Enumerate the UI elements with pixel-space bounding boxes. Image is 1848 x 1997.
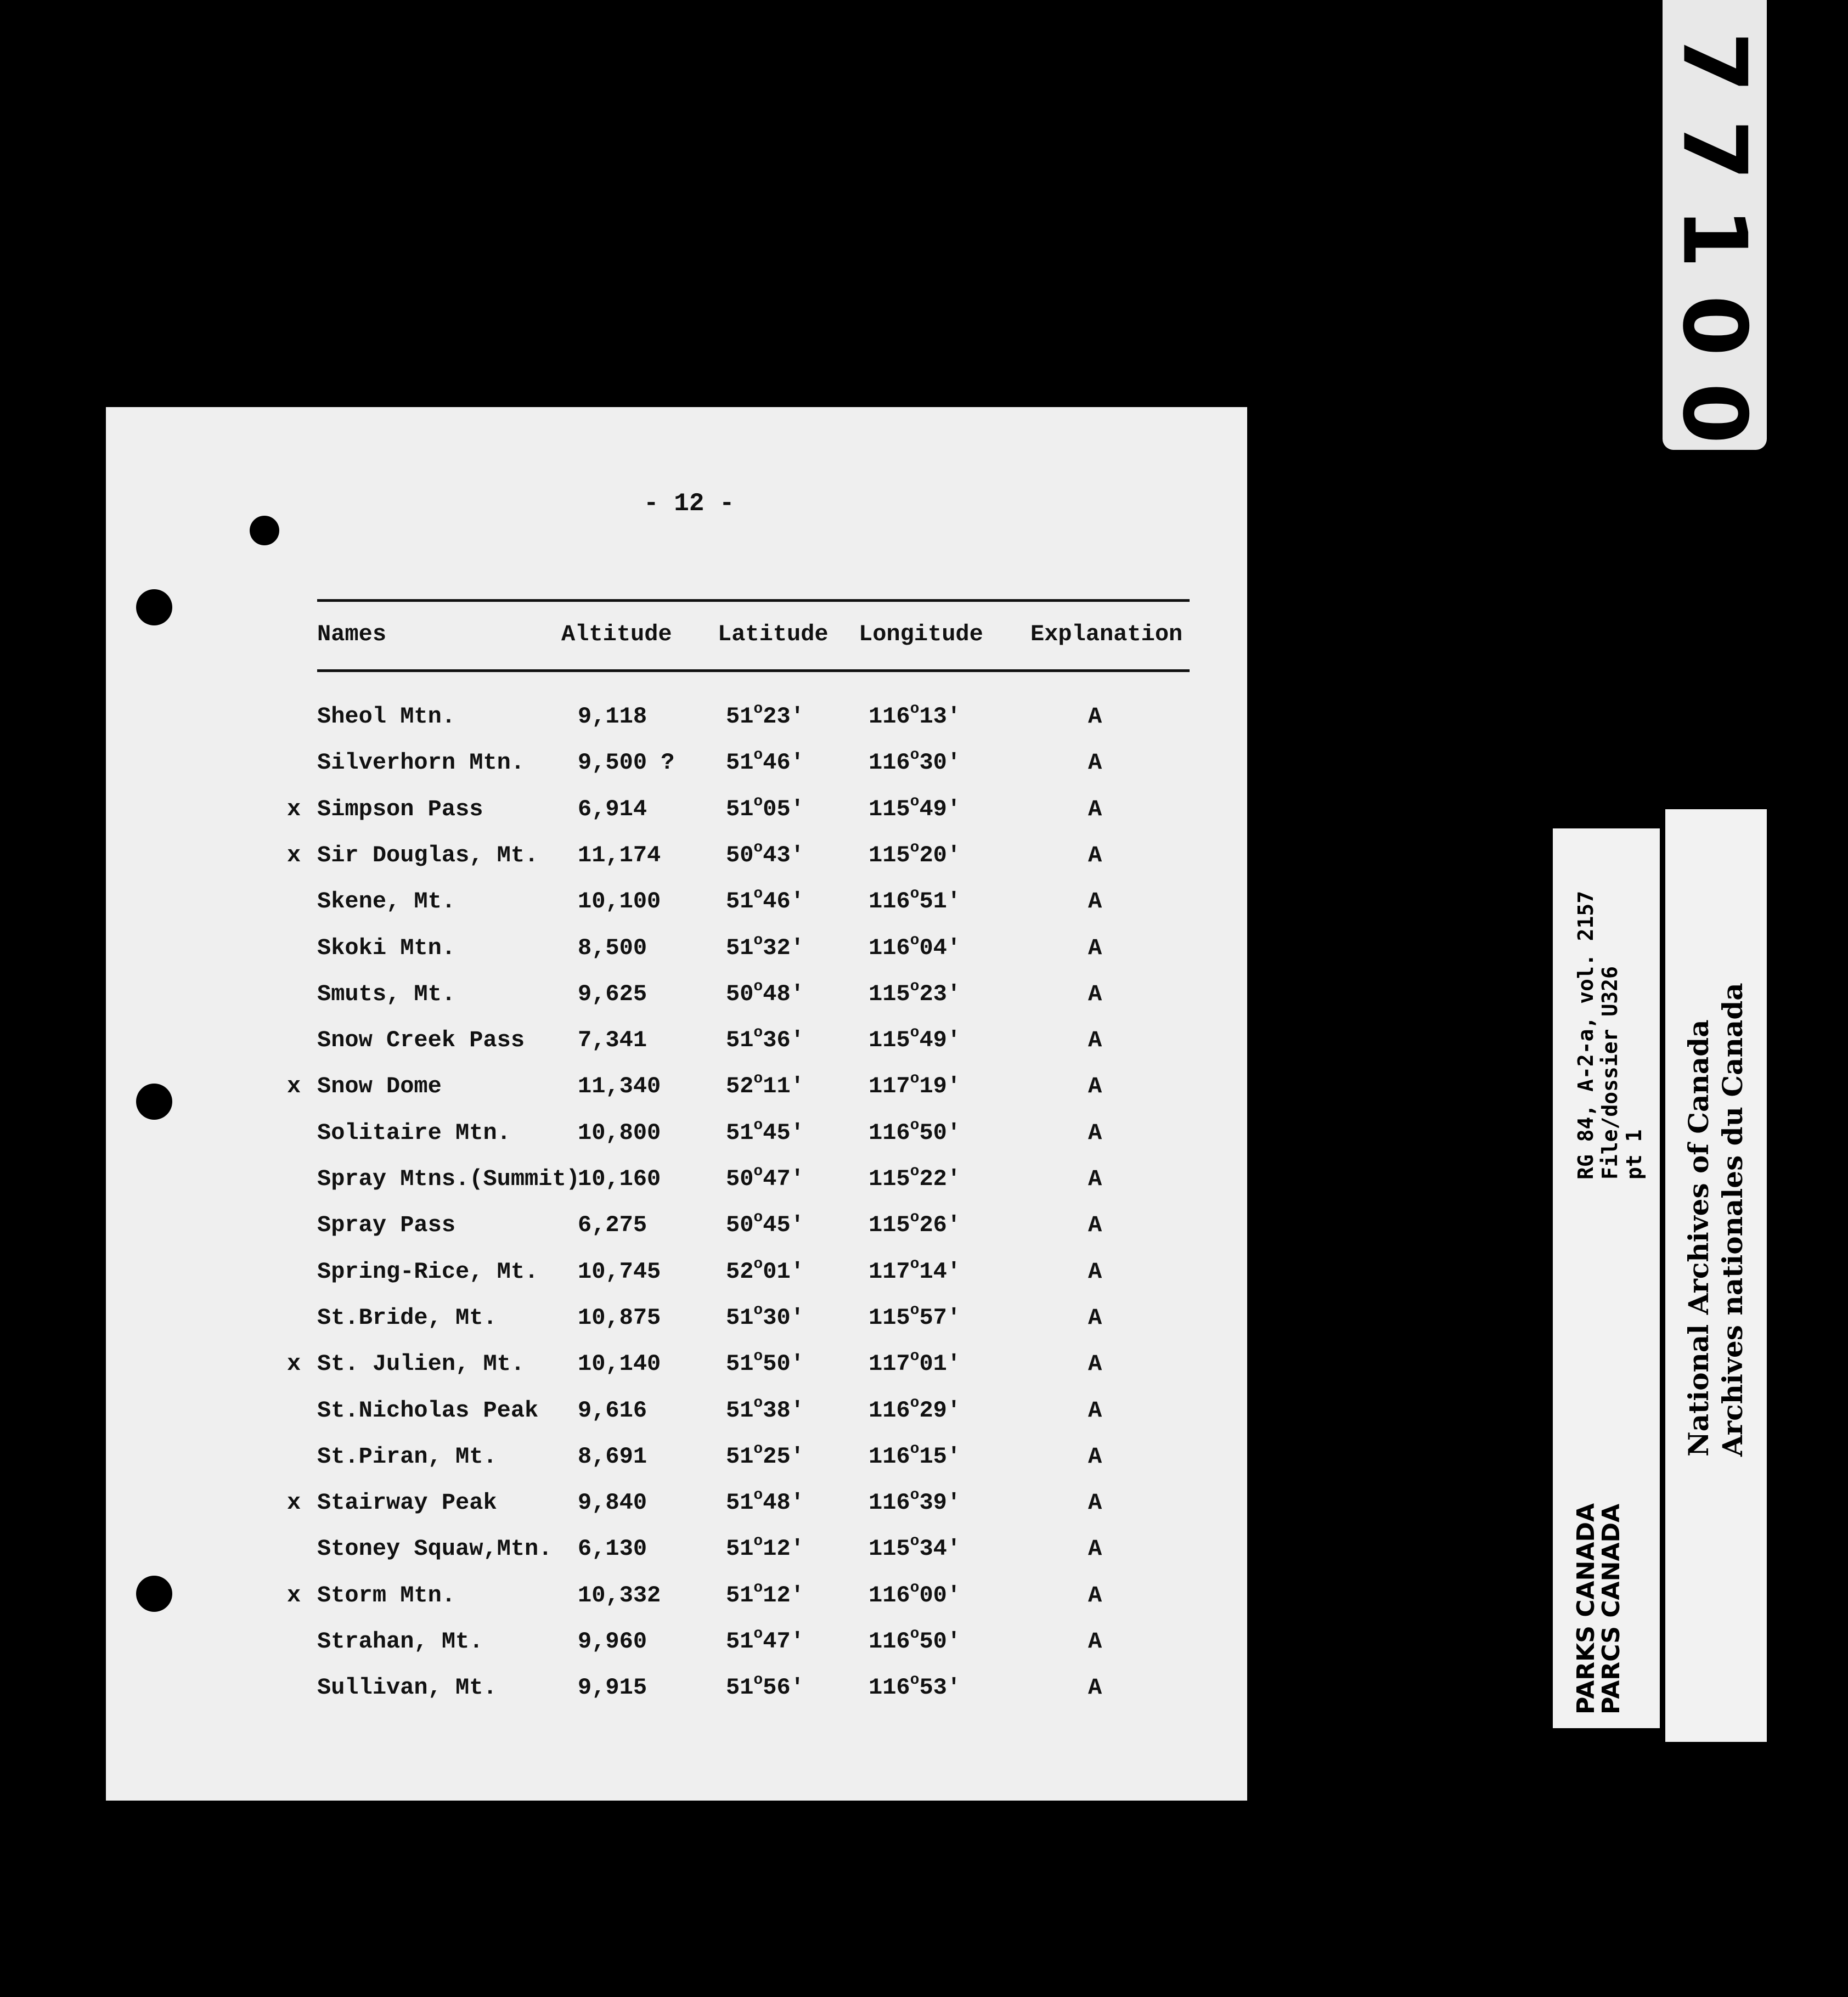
lat-degrees: 51 — [726, 1351, 754, 1378]
row-latitude — [726, 885, 804, 915]
degree-symbol: o — [753, 1440, 763, 1458]
lon-minutes: 30' — [919, 749, 961, 776]
label-ref-line3: pt 1 — [1622, 1129, 1646, 1180]
table-row — [106, 932, 1247, 973]
row-longitude — [869, 1163, 961, 1192]
degree-symbol: o — [753, 1255, 763, 1273]
row-longitude — [869, 1628, 961, 1655]
row-altitude: 9,500 ? — [578, 749, 675, 776]
lat-minutes: 11' — [763, 1073, 804, 1100]
row-longitude — [869, 978, 961, 1007]
row-explanation: A — [1088, 1073, 1102, 1100]
lat-degrees: 51 — [726, 796, 754, 822]
lon-minutes: 14' — [919, 1258, 961, 1285]
row-latitude — [726, 1487, 804, 1516]
row-longitude — [869, 793, 961, 822]
lat-degrees: 50 — [726, 1166, 754, 1192]
row-altitude: 10,745 — [578, 1258, 661, 1285]
row-altitude: 10,100 — [578, 888, 661, 915]
lat-minutes: 48' — [763, 980, 804, 1007]
lat-degrees: 51 — [726, 1490, 754, 1516]
table-row — [106, 978, 1247, 1019]
table-row — [106, 703, 1247, 742]
degree-symbol: o — [753, 1626, 763, 1643]
row-name: Snow Dome — [317, 1073, 442, 1100]
row-name: Stairway Peak — [317, 1490, 497, 1516]
row-name: St.Bride, Mt. — [317, 1304, 497, 1331]
row-latitude — [726, 1070, 804, 1100]
lon-minutes: 26' — [919, 1212, 961, 1239]
lat-minutes: 30' — [763, 1304, 804, 1331]
row-name: Simpson Pass — [317, 796, 483, 822]
row-altitude: 6,914 — [578, 796, 647, 822]
lon-minutes: 19' — [919, 1073, 961, 1100]
row-name: Skene, Mt. — [317, 888, 456, 915]
row-name: Smuts, Mt. — [317, 980, 456, 1007]
lon-minutes: 53' — [919, 1674, 961, 1701]
row-longitude — [869, 839, 961, 868]
row-explanation: A — [1088, 703, 1102, 730]
row-explanation: A — [1088, 1258, 1102, 1285]
row-latitude — [726, 1628, 804, 1655]
lon-minutes: 04' — [919, 934, 961, 961]
lon-degrees: 116 — [869, 749, 910, 776]
lat-degrees: 51 — [726, 934, 754, 961]
lat-minutes: 45' — [763, 1212, 804, 1239]
degree-symbol: o — [753, 747, 763, 764]
lon-degrees: 116 — [869, 1397, 910, 1424]
lat-degrees: 51 — [726, 888, 754, 915]
lon-minutes: 20' — [919, 842, 961, 868]
lat-minutes: 43' — [763, 842, 804, 868]
row-longitude — [869, 1116, 961, 1146]
row-altitude: 9,915 — [578, 1674, 647, 1701]
degree-symbol: o — [753, 1672, 763, 1689]
row-longitude — [869, 1024, 961, 1054]
row-explanation: A — [1088, 1490, 1102, 1516]
row-explanation: A — [1088, 796, 1102, 822]
row-explanation: A — [1088, 1212, 1102, 1239]
lat-minutes: 46' — [763, 749, 804, 776]
lon-degrees: 116 — [869, 1443, 910, 1470]
lon-degrees: 116 — [869, 1119, 910, 1146]
degree-symbol: o — [910, 1301, 920, 1319]
header-rule-bottom — [317, 669, 1190, 672]
lon-minutes: 01' — [919, 1351, 961, 1378]
row-altitude: 6,275 — [578, 1212, 647, 1239]
degree-symbol: o — [910, 1440, 920, 1458]
degree-symbol: o — [910, 1070, 920, 1088]
row-altitude: 8,500 — [578, 934, 647, 961]
table-row — [106, 885, 1247, 927]
row-latitude — [726, 793, 804, 822]
lon-minutes: 49' — [919, 796, 961, 822]
parks-canada-label — [1553, 828, 1660, 1728]
table-row — [106, 793, 1247, 834]
row-explanation: A — [1088, 1351, 1102, 1378]
row-explanation: A — [1088, 1674, 1102, 1701]
header-explanation: Explanation — [1030, 621, 1183, 647]
row-longitude — [869, 1533, 961, 1562]
frame-number-strip — [1663, 0, 1767, 450]
lat-minutes: 45' — [763, 1119, 804, 1146]
degree-symbol: o — [910, 793, 920, 810]
row-altitude: 9,625 — [578, 980, 647, 1007]
lon-degrees: 117 — [869, 1351, 910, 1378]
row-mark: x — [287, 842, 301, 868]
row-explanation: A — [1088, 980, 1102, 1007]
page-number: - 12 - — [644, 489, 735, 518]
degree-symbol: o — [910, 1348, 920, 1366]
degree-symbol: o — [753, 793, 763, 810]
header-latitude: Latitude — [718, 621, 829, 647]
lat-minutes: 50' — [763, 1351, 804, 1378]
degree-symbol: o — [753, 1348, 763, 1366]
lon-minutes: 50' — [919, 1628, 961, 1655]
lon-minutes: 13' — [919, 703, 961, 730]
table-row — [106, 1628, 1247, 1667]
row-altitude: 10,875 — [578, 1304, 661, 1331]
row-name: Solitaire Mtn. — [317, 1119, 511, 1146]
table-row — [106, 839, 1247, 881]
row-name: Stoney Squaw,Mtn. — [317, 1536, 553, 1562]
degree-symbol: o — [753, 978, 763, 995]
row-explanation: A — [1088, 934, 1102, 961]
row-latitude — [726, 1209, 804, 1239]
degree-symbol: o — [910, 1533, 920, 1550]
lon-degrees: 115 — [869, 1536, 910, 1562]
row-latitude — [726, 932, 804, 961]
row-name: Sullivan, Mt. — [317, 1674, 497, 1701]
lon-degrees: 117 — [869, 1258, 910, 1285]
lat-degrees: 51 — [726, 1397, 754, 1424]
row-altitude: 6,130 — [578, 1536, 647, 1562]
lat-minutes: 46' — [763, 888, 804, 915]
header-altitude: Altitude — [561, 621, 672, 647]
degree-symbol: o — [753, 1209, 763, 1227]
lon-minutes: 22' — [919, 1166, 961, 1192]
degree-symbol: o — [910, 1394, 920, 1412]
row-name: Silverhorn Mtn. — [317, 749, 525, 776]
degree-symbol: o — [753, 839, 763, 856]
frame-digit: 1 — [1663, 207, 1766, 269]
lon-minutes: 49' — [919, 1027, 961, 1054]
row-latitude — [726, 1579, 804, 1609]
frame-digit: 7 — [1663, 119, 1766, 181]
table-row — [106, 1348, 1247, 1389]
lon-degrees: 115 — [869, 980, 910, 1007]
row-mark: x — [287, 796, 301, 822]
lat-degrees: 51 — [726, 749, 754, 776]
lat-degrees: 51 — [726, 703, 754, 730]
lon-degrees: 116 — [869, 1628, 910, 1655]
lon-minutes: 39' — [919, 1490, 961, 1516]
degree-symbol: o — [910, 1626, 920, 1643]
lon-degrees: 116 — [869, 934, 910, 961]
lon-minutes: 29' — [919, 1397, 961, 1424]
header-longitude: Longitude — [859, 621, 983, 647]
table-row — [106, 1024, 1247, 1065]
row-name: Skoki Mtn. — [317, 934, 456, 961]
lon-degrees: 116 — [869, 1490, 910, 1516]
row-mark: x — [287, 1582, 301, 1609]
degree-symbol: o — [910, 839, 920, 856]
lat-degrees: 50 — [726, 1212, 754, 1239]
table-row — [106, 1301, 1247, 1343]
row-altitude: 8,691 — [578, 1443, 647, 1470]
row-explanation: A — [1088, 1628, 1102, 1655]
lon-degrees: 115 — [869, 1212, 910, 1239]
lon-minutes: 51' — [919, 888, 961, 915]
row-latitude — [726, 1394, 804, 1424]
row-latitude — [726, 1348, 804, 1378]
lat-minutes: 25' — [763, 1443, 804, 1470]
row-longitude — [869, 1070, 961, 1100]
degree-symbol: o — [753, 701, 763, 718]
table-row — [106, 749, 1247, 788]
row-longitude — [869, 1440, 961, 1470]
row-altitude: 9,960 — [578, 1628, 647, 1655]
degree-symbol: o — [753, 932, 763, 949]
lon-degrees: 116 — [869, 888, 910, 915]
frame-digit: 7 — [1663, 31, 1766, 93]
lon-minutes: 00' — [919, 1582, 961, 1609]
label-parks-fr: PARCS CANADA — [1597, 1503, 1625, 1714]
lat-degrees: 51 — [726, 1536, 754, 1562]
row-latitude — [726, 978, 804, 1007]
row-name: Spray Mtns.(Summit) — [317, 1166, 580, 1192]
table-row — [106, 1674, 1247, 1713]
row-longitude — [869, 1348, 961, 1378]
row-name: St.Piran, Mt. — [317, 1443, 497, 1470]
row-altitude: 9,840 — [578, 1490, 647, 1516]
label-parks-en: PARKS CANADA — [1572, 1503, 1600, 1714]
lon-degrees: 115 — [869, 1027, 910, 1054]
row-mark: x — [287, 1351, 301, 1378]
row-mark: x — [287, 1490, 301, 1516]
label-ref-line2: File/dossier U326 — [1598, 966, 1622, 1180]
lon-minutes: 23' — [919, 980, 961, 1007]
degree-symbol: o — [910, 1024, 920, 1042]
label-archives-fr: Archives nationales du Canada — [1716, 983, 1749, 1457]
row-explanation: A — [1088, 1119, 1102, 1146]
row-latitude — [726, 1301, 804, 1331]
degree-symbol: o — [910, 701, 920, 718]
lat-minutes: 23' — [763, 703, 804, 730]
row-explanation: A — [1088, 1027, 1102, 1054]
row-longitude — [869, 885, 961, 915]
row-longitude — [869, 1674, 961, 1701]
row-explanation: A — [1088, 888, 1102, 915]
lon-minutes: 34' — [919, 1536, 961, 1562]
header-names: Names — [317, 621, 387, 647]
degree-symbol: o — [753, 1116, 763, 1134]
degree-symbol: o — [753, 1163, 763, 1180]
row-explanation: A — [1088, 749, 1102, 776]
degree-symbol: o — [753, 1301, 763, 1319]
frame-digit: 0 — [1663, 295, 1766, 357]
degree-symbol: o — [910, 1487, 920, 1504]
table-row — [106, 1255, 1247, 1297]
lat-minutes: 12' — [763, 1536, 804, 1562]
lon-degrees: 116 — [869, 703, 910, 730]
lon-degrees: 117 — [869, 1073, 910, 1100]
row-name: Spring-Rice, Mt. — [317, 1258, 539, 1285]
row-explanation: A — [1088, 842, 1102, 868]
lon-minutes: 50' — [919, 1119, 961, 1146]
degree-symbol: o — [753, 1533, 763, 1550]
row-latitude — [726, 1440, 804, 1470]
row-altitude: 7,341 — [578, 1027, 647, 1054]
row-longitude — [869, 703, 961, 730]
row-explanation: A — [1088, 1166, 1102, 1192]
lat-degrees: 51 — [726, 1027, 754, 1054]
table-row — [106, 1070, 1247, 1112]
lat-minutes: 01' — [763, 1258, 804, 1285]
lat-degrees: 51 — [726, 1304, 754, 1331]
degree-symbol: o — [753, 885, 763, 903]
lat-minutes: 36' — [763, 1027, 804, 1054]
table-row — [106, 1440, 1247, 1482]
lat-degrees: 51 — [726, 1443, 754, 1470]
row-latitude — [726, 749, 804, 776]
row-longitude — [869, 1255, 961, 1285]
degree-symbol: o — [753, 1487, 763, 1504]
row-name: Storm Mtn. — [317, 1582, 456, 1609]
table-row — [106, 1116, 1247, 1158]
table-row — [106, 1394, 1247, 1436]
row-explanation: A — [1088, 1582, 1102, 1609]
row-latitude — [726, 839, 804, 868]
lon-degrees: 115 — [869, 1304, 910, 1331]
table-row — [106, 1163, 1247, 1204]
lat-degrees: 51 — [726, 1582, 754, 1609]
degree-symbol: o — [910, 1116, 920, 1134]
row-explanation: A — [1088, 1304, 1102, 1331]
row-altitude: 10,160 — [578, 1166, 661, 1192]
label-archives-en: National Archives of Canada — [1682, 1019, 1715, 1457]
degree-symbol: o — [910, 1255, 920, 1273]
row-longitude — [869, 1209, 961, 1239]
row-longitude — [869, 1487, 961, 1516]
degree-symbol: o — [910, 978, 920, 995]
row-altitude: 10,140 — [578, 1351, 661, 1378]
label-ref-line1: RG 84, A-2-a, vol. 2157 — [1574, 890, 1598, 1180]
row-mark: x — [287, 1073, 301, 1100]
lon-minutes: 15' — [919, 1443, 961, 1470]
row-name: Strahan, Mt. — [317, 1628, 483, 1655]
lat-degrees: 52 — [726, 1258, 754, 1285]
table-row — [106, 1209, 1247, 1250]
row-altitude: 11,340 — [578, 1073, 661, 1100]
lat-minutes: 05' — [763, 796, 804, 822]
table-row — [106, 1533, 1247, 1574]
row-altitude: 10,800 — [578, 1119, 661, 1146]
lon-degrees: 115 — [869, 796, 910, 822]
degree-symbol: o — [910, 932, 920, 949]
lat-minutes: 38' — [763, 1397, 804, 1424]
row-explanation: A — [1088, 1397, 1102, 1424]
row-explanation: A — [1088, 1536, 1102, 1562]
degree-symbol: o — [910, 1163, 920, 1180]
row-latitude — [726, 1674, 804, 1701]
degree-symbol: o — [910, 1672, 920, 1689]
row-longitude — [869, 1301, 961, 1331]
lon-minutes: 57' — [919, 1304, 961, 1331]
lat-degrees: 50 — [726, 842, 754, 868]
row-name: Snow Creek Pass — [317, 1027, 525, 1054]
lat-minutes: 32' — [763, 934, 804, 961]
row-altitude: 10,332 — [578, 1582, 661, 1609]
lon-degrees: 115 — [869, 842, 910, 868]
degree-symbol: o — [753, 1579, 763, 1597]
lat-minutes: 47' — [763, 1628, 804, 1655]
row-altitude: 9,616 — [578, 1397, 647, 1424]
row-latitude — [726, 703, 804, 730]
lat-degrees: 51 — [726, 1674, 754, 1701]
frame-digit: 0 — [1663, 382, 1766, 444]
row-name: Sir Douglas, Mt. — [317, 842, 539, 868]
row-longitude — [869, 1394, 961, 1424]
table-row — [106, 1579, 1247, 1621]
row-explanation: A — [1088, 1443, 1102, 1470]
lat-degrees: 51 — [726, 1119, 754, 1146]
lat-minutes: 48' — [763, 1490, 804, 1516]
row-latitude — [726, 1255, 804, 1285]
row-altitude: 11,174 — [578, 842, 661, 868]
degree-symbol: o — [910, 885, 920, 903]
table-row — [106, 1487, 1247, 1528]
row-name: Sheol Mtn. — [317, 703, 456, 730]
row-longitude — [869, 932, 961, 961]
row-longitude — [869, 1579, 961, 1609]
lat-degrees: 51 — [726, 1628, 754, 1655]
document-page — [106, 407, 1247, 1801]
row-name: Spray Pass — [317, 1212, 456, 1239]
lat-degrees: 50 — [726, 980, 754, 1007]
degree-symbol: o — [910, 1209, 920, 1227]
punch-hole — [136, 589, 172, 625]
degree-symbol: o — [753, 1394, 763, 1412]
row-latitude — [726, 1116, 804, 1146]
row-longitude — [869, 749, 961, 776]
degree-symbol: o — [910, 747, 920, 764]
header-rule-top — [317, 599, 1190, 602]
degree-symbol: o — [910, 1579, 920, 1597]
degree-symbol: o — [753, 1070, 763, 1088]
row-latitude — [726, 1163, 804, 1192]
row-latitude — [726, 1024, 804, 1054]
row-name: St.Nicholas Peak — [317, 1397, 539, 1424]
lon-degrees: 116 — [869, 1582, 910, 1609]
lat-minutes: 56' — [763, 1674, 804, 1701]
lat-degrees: 52 — [726, 1073, 754, 1100]
lon-degrees: 116 — [869, 1674, 910, 1701]
row-name: St. Julien, Mt. — [317, 1351, 525, 1378]
degree-symbol: o — [753, 1024, 763, 1042]
lon-degrees: 115 — [869, 1166, 910, 1192]
archives-label — [1665, 809, 1767, 1742]
lat-minutes: 47' — [763, 1166, 804, 1192]
row-altitude: 9,118 — [578, 703, 647, 730]
punch-hole — [250, 516, 279, 545]
lat-minutes: 12' — [763, 1582, 804, 1609]
row-latitude — [726, 1533, 804, 1562]
